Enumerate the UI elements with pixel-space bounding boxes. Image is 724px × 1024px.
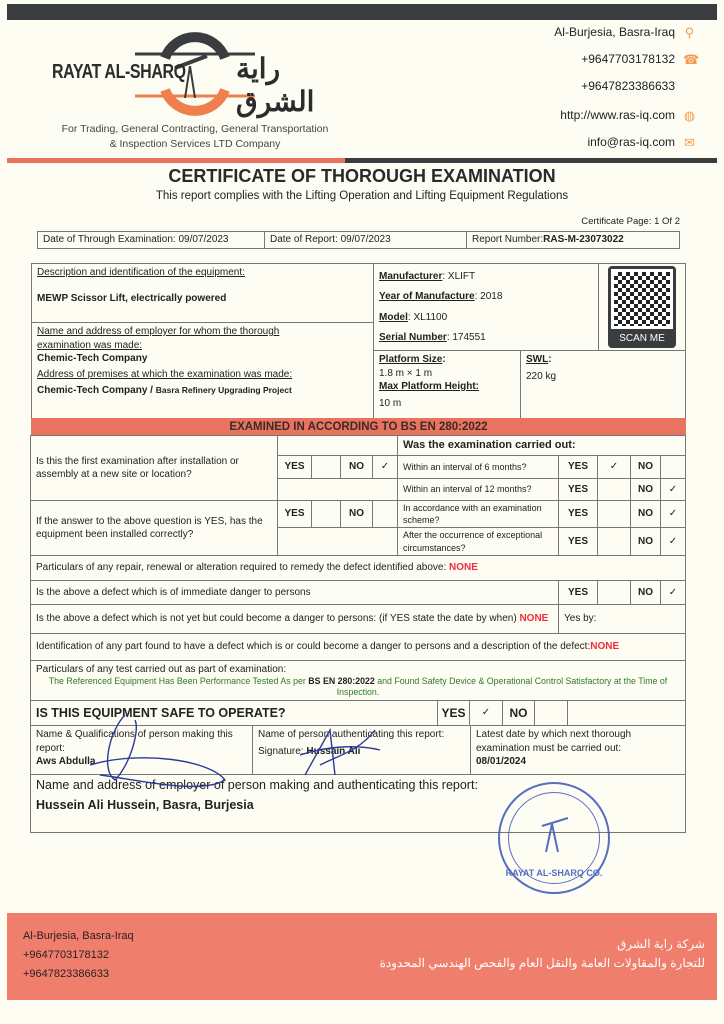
page-subtitle: This report complies with the Lifting Operation and Lifting Equipment Regulations	[155, 190, 569, 202]
stamp-text: RAYAT AL-SHARQ CO.	[505, 868, 603, 878]
next-exam-date: Latest date by which next thorough examination must be carried out: 08/01/2024	[470, 725, 686, 775]
location-pin-icon: ⚲	[684, 24, 695, 40]
contact-address: Al-Burjesia, Basra-Iraq ⚲	[554, 24, 695, 40]
i4-yes: YES	[558, 527, 598, 556]
swl: SWL: 220 kg	[520, 350, 686, 419]
i3-no: NO	[630, 500, 661, 528]
mail-icon: ✉	[684, 134, 695, 150]
globe-icon: ◍	[683, 107, 696, 123]
tagline	[40, 122, 350, 152]
immediate-no-check[interactable]: ✓	[660, 580, 686, 605]
divider-accent	[7, 158, 345, 163]
employer-section: Name and address of employer for whom the thorough examination was made: Chemic-Tech Company Address of premises at which the examination was made: Chemic-Tech Company / Basra Refinery Upgrading Project	[31, 322, 374, 419]
q2-no: NO	[340, 500, 373, 528]
carried-out-header: Was the examination carried out:	[397, 435, 686, 456]
repair-particulars: Particulars of any repair, renewal or alteration required to remedy the defect identified above: NONE	[30, 555, 686, 581]
immediate-no: NO	[630, 580, 661, 605]
footer-tagline-ar: للتجارة والمقاولات العامة والنقل العام والفحص الهندسي المحدودة	[379, 956, 705, 970]
q1-no: NO	[340, 455, 373, 479]
contact-phone-2: +9647823386633	[581, 79, 675, 93]
immediate-yes: YES	[558, 580, 598, 605]
safe-no: NO	[502, 700, 535, 726]
q1-no-check[interactable]: ✓	[372, 455, 398, 479]
company-stamp	[498, 782, 610, 894]
platform-size: Platform Size: 1.8 m × 1 m Max Platform Height: 10 m	[373, 350, 521, 419]
equipment-description: Description and identification of the equipment: MEWP Scissor Lift, electrically powered	[31, 263, 374, 323]
i2-yes: YES	[558, 478, 598, 501]
defect-identification: Identification of any part found to have a defect which is or could become a danger to persons and a description of the defect: NONE	[30, 633, 686, 661]
i2-yes-box[interactable]	[597, 478, 631, 501]
scheme-label: In accordance with an examination scheme?	[397, 500, 559, 528]
i1-no-box[interactable]	[660, 455, 686, 479]
question-first-exam: Is this the first examination after installation or assembly at a new site or location?	[30, 435, 278, 501]
i3-yes-box[interactable]	[597, 500, 631, 528]
qr-code[interactable]: SCAN ME	[608, 266, 676, 348]
i4-no-check[interactable]: ✓	[660, 527, 686, 556]
company-logo	[40, 28, 350, 118]
tagline-line-1: For Trading, General Contracting, General Transportation	[61, 123, 329, 135]
footer-company-ar: شركة راية الشرق	[616, 937, 705, 951]
question-installed: If the answer to the above question is YES, has the equipment been installed correctly?	[30, 500, 278, 556]
footer-phone-1: +9647703178132	[23, 949, 109, 961]
q1-yes-box[interactable]	[311, 455, 341, 479]
blank-cell	[277, 527, 398, 556]
safe-to-operate-label: IS THIS EQUIPMENT SAFE TO OPERATE?	[30, 700, 438, 726]
equipment-specs: Manufacturer: XLIFT Year of Manufacture: 2018 Model: XL1100 Serial Number: 174551	[373, 263, 599, 351]
qr-pattern-icon	[611, 269, 673, 329]
i1-no: NO	[630, 455, 661, 479]
contact-phone-1: +9647703178132 ☎	[581, 51, 700, 67]
i1-yes-check[interactable]: ✓	[597, 455, 631, 479]
immediate-danger: Is the above a defect which is of immediate danger to persons	[30, 580, 559, 605]
report-number: Report Number: RAS-M-23073022	[466, 231, 680, 249]
footer-address: Al-Burjesia, Basra-Iraq	[23, 930, 134, 942]
contact-email[interactable]: info@ras-iq.com ✉	[587, 134, 695, 150]
stamp-logo-icon	[538, 814, 574, 854]
exam-date: Date of Through Examination: 09/07/2023	[37, 231, 265, 249]
report-maker: Name & Qualifications of person making this report: Aws Abdulla	[30, 725, 253, 775]
contact-website[interactable]: http://www.ras-iq.com ◍	[560, 107, 696, 123]
qr-cell	[598, 263, 686, 351]
i4-no: NO	[630, 527, 661, 556]
safe-yes-check[interactable]: ✓	[469, 700, 503, 726]
divider-dark	[345, 158, 717, 163]
exceptional-label: After the occurrence of exceptional circumstances?	[397, 527, 559, 556]
top-bar	[7, 4, 717, 20]
i2-no-check[interactable]: ✓	[660, 478, 686, 501]
standard-banner: EXAMINED IN ACCORDING TO BS EN 280:2022	[31, 418, 686, 436]
footer	[7, 913, 717, 1000]
phone-icon: ☎	[683, 51, 700, 67]
i1-yes: YES	[558, 455, 598, 479]
certificate-page: Certificate Page: 1 Of 2	[581, 216, 680, 227]
interval-6-label: Within an interval of 6 months?	[397, 455, 559, 479]
test-particulars: Particulars of any test carried out as part of examination: The Referenced Equipment Has Been Performance Tested As per BS EN 280:2022 and Found Safety Device & Operational Control Satisfactory at the Time of Inspection.	[30, 660, 686, 701]
company-name-ar: راية الشرق	[236, 53, 315, 117]
report-date: Date of Report: 09/07/2023	[264, 231, 467, 249]
signature-maker	[80, 710, 230, 790]
blank-cell	[277, 478, 398, 501]
report-authenticator: Name of person authenticating this report: Signature: Hussain Ali	[252, 725, 471, 775]
q2-yes: YES	[277, 500, 312, 528]
footer-phone-2: +9647823386633	[23, 968, 109, 980]
safe-no-box[interactable]	[534, 700, 568, 726]
i3-yes: YES	[558, 500, 598, 528]
i3-no-check[interactable]: ✓	[660, 500, 686, 528]
employer-of-persons: Name and address of employer of person making and authenticating this report: Hussein Ali Hussein, Basra, Burjesia	[30, 774, 686, 833]
i4-yes-box[interactable]	[597, 527, 631, 556]
page-title: CERTIFICATE OF THOROUGH EXAMINATION	[168, 166, 556, 186]
tagline-line-2: & Inspection Services LTD Company	[109, 138, 281, 150]
company-name-en: RAYAT AL-SHARQ	[52, 61, 186, 83]
blank-cell	[567, 700, 686, 726]
future-danger: Is the above a defect which is not yet but could become a danger to persons: (if YES state the date by when) NONE	[30, 604, 559, 634]
yes-by: Yes by:	[558, 604, 686, 634]
signature-authenticator	[300, 720, 390, 780]
immediate-yes-box[interactable]	[597, 580, 631, 605]
q2-yes-box[interactable]	[311, 500, 341, 528]
blank-cell	[277, 435, 398, 456]
safe-yes: YES	[437, 700, 470, 726]
q2-no-box[interactable]	[372, 500, 398, 528]
q1-yes: YES	[277, 455, 312, 479]
interval-12-label: Within an interval of 12 months?	[397, 478, 559, 501]
i2-no: NO	[630, 478, 661, 501]
